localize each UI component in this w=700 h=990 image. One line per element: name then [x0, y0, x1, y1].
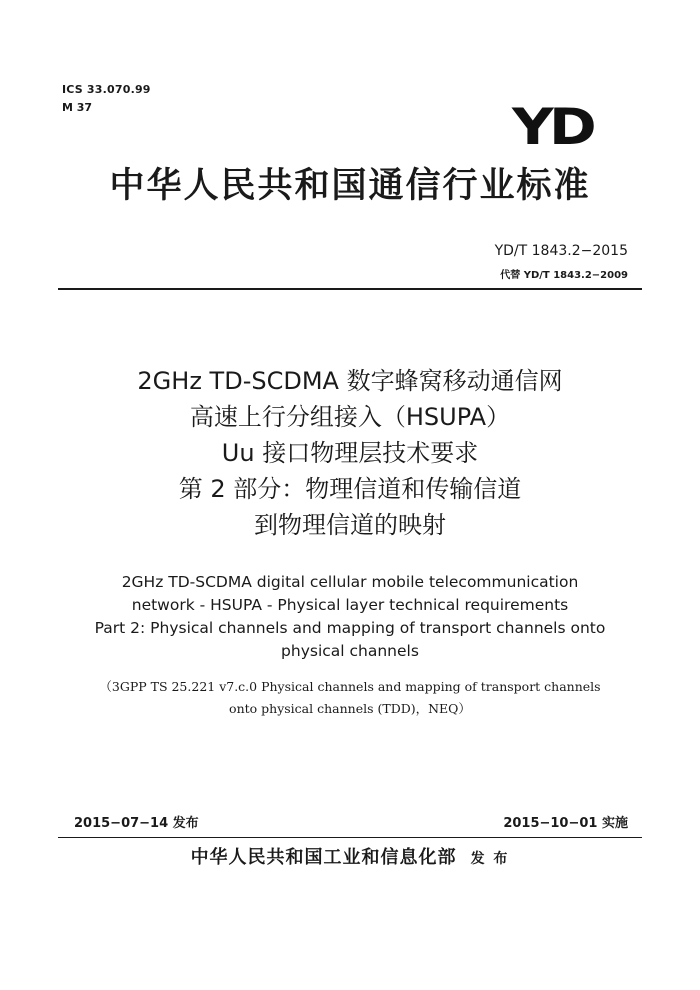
ics-code: ICS 33.070.99 [62, 83, 151, 96]
publisher-suffix: 发 布 [470, 851, 510, 867]
issue-date: 2015−07−14 发布 [74, 816, 199, 831]
english-title-line: 2GHz TD-SCDMA digital cellular mobile telecommunication [121, 573, 579, 591]
replaces-standard: 代替 YD/T 1843.2−2009 [500, 270, 628, 281]
publisher-line [60, 844, 640, 873]
english-title [40, 571, 660, 663]
chinese-title-line: Uu 接口物理层技术要求 [221, 439, 479, 467]
english-title-line: network - HSUPA - Physical layer technical requirements [131, 596, 569, 614]
english-title-line: Part 2: Physical channels and mapping of transport channels onto [94, 619, 606, 637]
implementation-date: 2015−10−01 实施 [503, 816, 628, 831]
chinese-title-line: 第 2 部分：物理信道和传输信道 [178, 475, 522, 503]
equivalence-note [60, 676, 640, 720]
english-title-line: physical channels [281, 642, 419, 660]
yd-logo: YD [512, 98, 593, 156]
publisher-name: 中华人民共和国工业和信息化部 [190, 847, 457, 868]
equivalence-note-line: （3GPP TS 25.221 v7.c.0 Physical channels and mapping of transport channels [99, 679, 601, 694]
equivalence-note-line: onto physical channels (TDD)，NEQ） [229, 701, 471, 716]
chinese-title-line: 高速上行分组接入（HSUPA） [189, 403, 511, 431]
top-divider [58, 288, 642, 290]
standard-number: YD/T 1843.2−2015 [494, 243, 628, 259]
chinese-title-line: 到物理信道的映射 [254, 511, 446, 539]
chinese-title-line: 2GHz TD-SCDMA 数字蜂窝移动通信网 [137, 367, 563, 395]
bottom-divider [58, 837, 642, 838]
chinese-title [40, 363, 660, 543]
ccs-code: M 37 [62, 101, 93, 114]
standard-category-title: 中华人民共和国通信行业标准 [109, 166, 591, 206]
